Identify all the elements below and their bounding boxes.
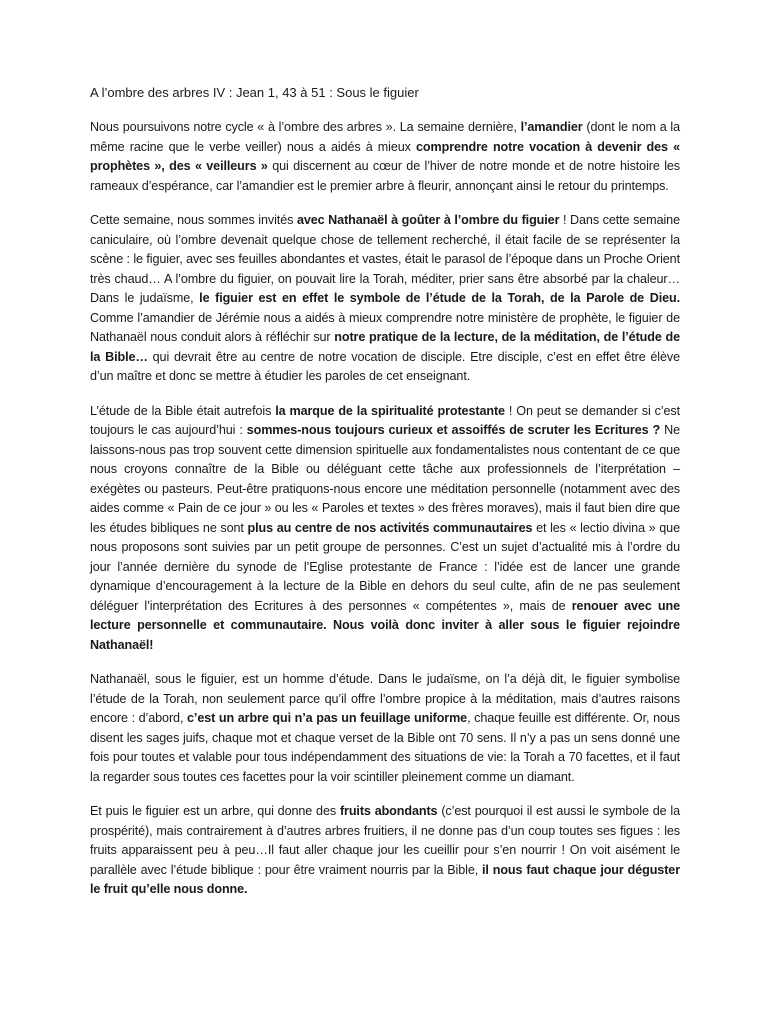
bold-text-run: sommes-nous toujours curieux et assoiffés de scruter les Ecritures ? bbox=[246, 423, 661, 437]
text-run: Nous poursuivons notre cycle « à l’ombre des arbres ». La semaine dernière, bbox=[90, 120, 521, 134]
text-run: qui discernent au cœur de l’hiver de notre monde et de notre histoire les rameaux d’espérance, car l’amandier est le premier arbre à fleurir, annonçant ainsi le retour du printemps. bbox=[90, 159, 680, 193]
text-run: qui devrait être au centre de notre vocation de disciple. Etre disciple, c’est en effet être élève d’un maître et donc se mettre à étudier les paroles de cet enseignant. bbox=[90, 349, 680, 383]
text-run: Et puis le figuier est un arbre, qui donne des bbox=[90, 804, 340, 818]
bold-text-run: le figuier est en effet le symbole de l’étude de la Torah, de la Parole de Dieu. bbox=[199, 291, 680, 305]
text-run: ! Dans cette semaine caniculaire, où l’ombre devenait quelque chose de tellement recherché, il était facile de se représenter la scène : le figuier, avec ses feuilles abondantes et vastes, était le parasol de l’époque dans un Proche Orient très chaud… A l’ombre du figuier, on pouvait lire la Torah, méditer, prier sans être absorbé par la chaleur… Dans le judaïsme, bbox=[90, 213, 680, 305]
bold-text-run: la marque de la spiritualité protestante bbox=[275, 403, 505, 418]
bold-text-run: c’est un arbre qui n’a pas un feuillage uniforme bbox=[187, 711, 468, 725]
text-run: (c’est pourquoi il est aussi le symbole de la prospérité), mais contrairement à d’autres arbres fruitiers, il ne donne pas d’un coup toutes ses figues : les fruits apparaissent peu à peu…Il faut aller chaque jour les cueillir pour s’en nourrir ! On voit aisément le parallèle avec l’étude biblique : pour être vraiment nourris par la Bible, bbox=[90, 804, 680, 877]
paragraph bbox=[90, 118, 680, 196]
bold-text-run: avec Nathanaël à goûter à l’ombre du figuier bbox=[296, 213, 560, 227]
text-run: ! On peut se demander si c’est toujours le cas aujourd’hui : bbox=[90, 403, 681, 437]
text-run: L’étude de la Bible était autrefois bbox=[90, 403, 276, 418]
paragraph bbox=[90, 670, 680, 787]
bold-text-run: l’amandier bbox=[520, 120, 583, 134]
paragraph bbox=[90, 802, 680, 900]
text-run: Nathanaël, sous le figuier, est un homme d’étude. Dans le judaïsme, on l’a déjà dit, le figuier symbolise l’étude de la Torah, non seulement parce qu’il offre l’ombre propice à la méditation, mais d’autres raisons encore : d’abord, bbox=[90, 672, 680, 725]
paragraph bbox=[90, 211, 680, 387]
bold-text-run: renouer avec une lecture personnelle et communautaire. Nous voilà donc inviter à aller sous le figuier rejoindre Nathanaël! bbox=[90, 598, 680, 652]
text-run: Ne laissons-nous pas trop souvent cette dimension spirituelle aux fondamentalistes nous contentant de ce que nous croyons connaître de la Bible ou déléguant cette tâche aux professionnels de l’iterprétation – exégètes ou pasteurs. Peut-être pratiquons-nous encore une méditation personnelle (notamment avec des aides comme « Pain de ce jour » ou les « Paroles et textes » des frères moraves), mais il faut bien dire que les études bibliques ne sont bbox=[90, 423, 680, 535]
text-run: Comme l’amandier de Jérémie nous a aidés à mieux comprendre notre ministère de prophète, le figuier de Nathanaël nous conduit alors à réfléchir sur bbox=[90, 310, 680, 344]
text-run: Cette semaine, nous sommes invités bbox=[90, 213, 297, 227]
document-title: A l’ombre des arbres IV : Jean 1, 43 à 51 : Sous le figuier bbox=[90, 85, 419, 100]
bold-text-run: comprendre notre vocation à devenir des « prophètes », des « veilleurs » bbox=[90, 139, 680, 173]
paragraph bbox=[90, 402, 680, 656]
text-run: et les « lectio divina » que nous proposons sont suivies par un petit groupe de personnes. C’est un sujet d’actualité mis à l’ordre du jour l’année dernière du synode de l’Eglise protestante de France : l’idée est de lancer une grande dynamique d’encouragement à la lecture de la Bible en dehors du seul culte, afin de ne pas seulement déléguer l’interprétation des Ecritures à des personnes « compétentes », mais de bbox=[90, 520, 680, 613]
bold-text-run: il nous faut chaque jour déguster le fruit qu’elle nous donne. bbox=[90, 862, 680, 896]
text-run: , chaque feuille est différente. Or, nous disent les sages juifs, chaque mot et chaque verset de la Bible ont 70 sens. Il n’y a pas un sens donné une fois pour toutes et valable pour tous indépendamment des situations de vie: la Torah a 70 facettes, et il faut la regarder sous toutes ces facettes pour la voir scintiller pleinement comme un diamant. bbox=[90, 711, 680, 784]
bold-text-run: notre pratique de la lecture, de la méditation, de l’étude de la Bible… bbox=[90, 330, 681, 364]
bold-text-run: fruits abondants bbox=[339, 804, 438, 818]
text-run: (dont le nom a la même racine que le verbe veiller) nous a aidés à mieux bbox=[90, 120, 680, 154]
bold-text-run: plus au centre de nos activités communautaires bbox=[247, 520, 533, 535]
